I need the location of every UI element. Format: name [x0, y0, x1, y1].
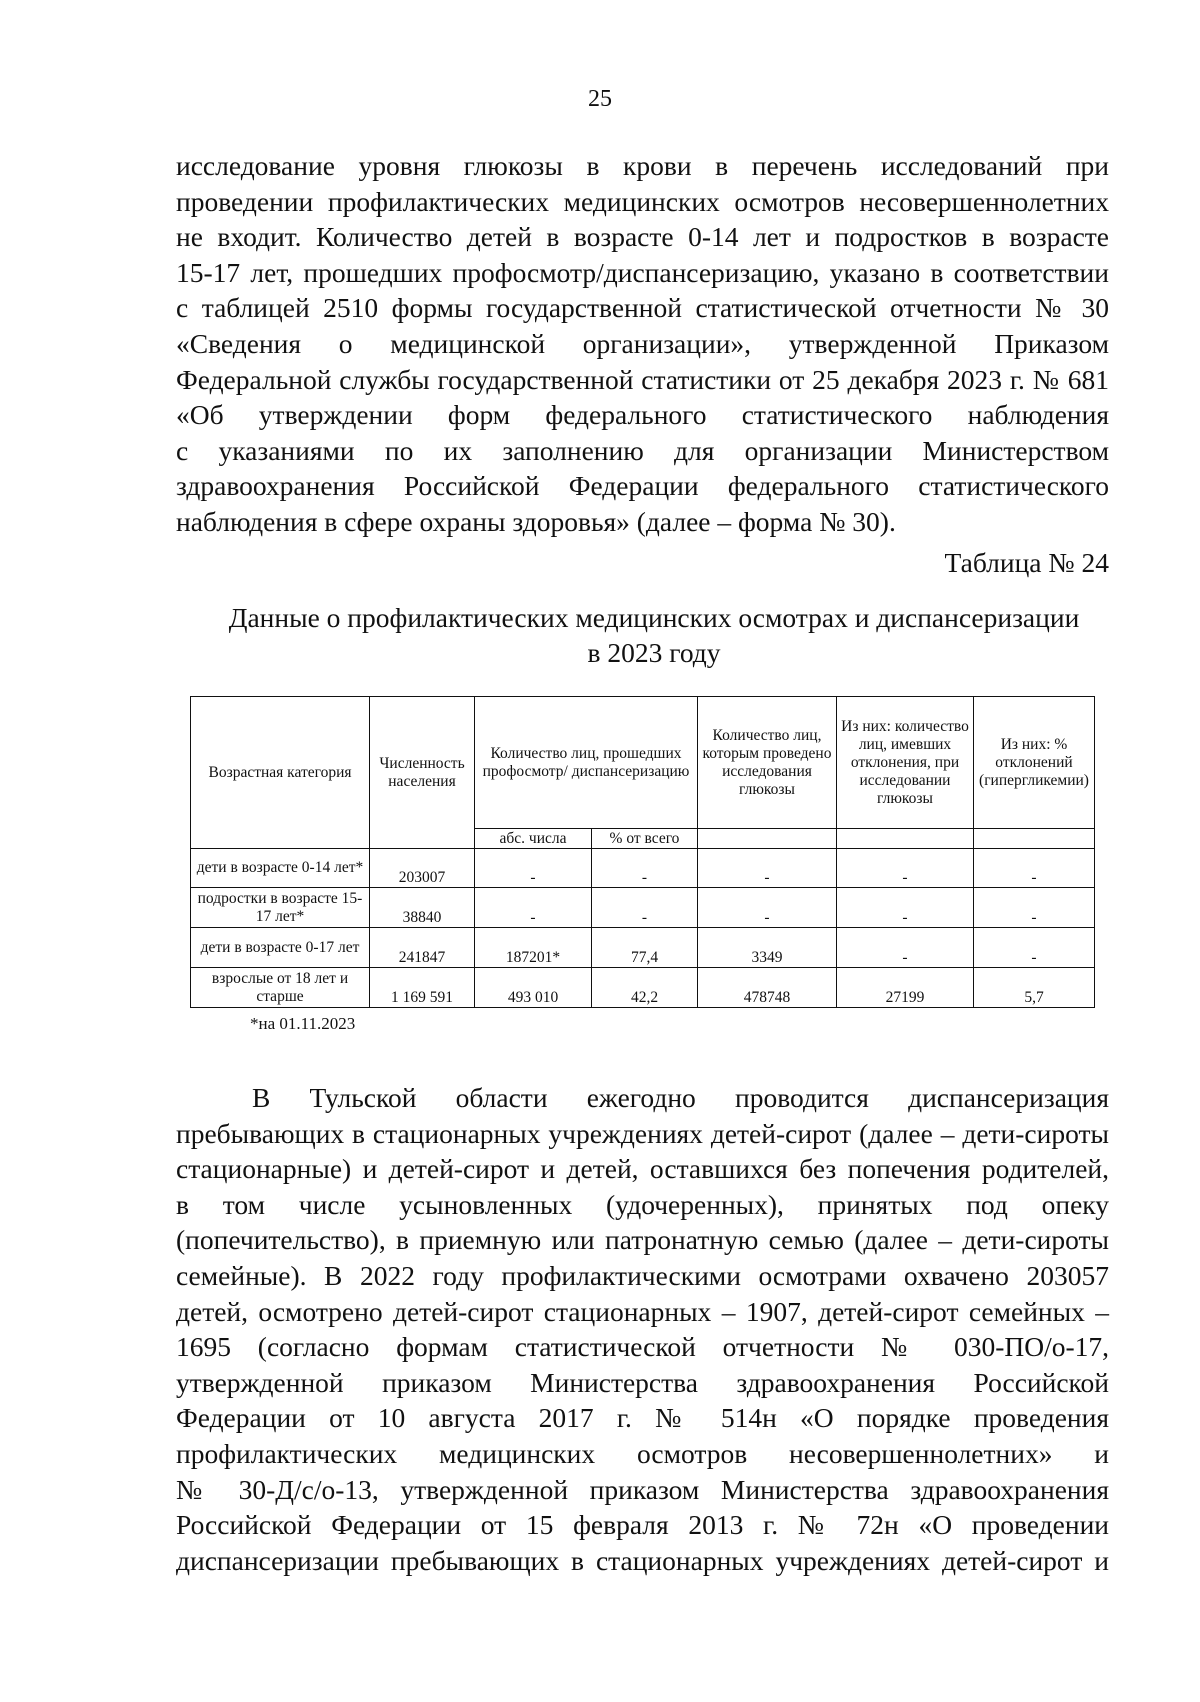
paragraph-line: (попечительство), в приемную или патронатную семью (далее – дети-сироты: [176, 1224, 1109, 1256]
cell-dev-count: 27199: [837, 968, 974, 1008]
header-deviations-count: Из них: количество лиц, имевших отклонения, при исследовании глюкозы: [837, 697, 974, 829]
cell-dev-pct: -: [974, 928, 1095, 968]
cell-abs: 493 010: [475, 968, 592, 1008]
header-age-category: Возрастная категория: [191, 697, 370, 849]
paragraph-2: [176, 1080, 1109, 1578]
cell-category: дети в возрасте 0-17 лет: [191, 928, 370, 968]
paragraph-1: [176, 148, 1109, 540]
footnote: *на 01.11.2023: [250, 1014, 356, 1033]
cell-pct: 42,2: [592, 968, 698, 1008]
cell-pct: -: [592, 849, 698, 888]
table-caption-line: в 2023 году: [587, 637, 721, 668]
table-number: Таблица № 24: [944, 547, 1109, 578]
table-caption: [0, 600, 1200, 670]
header-blank: [837, 829, 974, 849]
paragraph-line: с указаниями по их заполнению для организации Министерством: [176, 434, 1109, 466]
paragraph-line: семейные). В 2022 году профилактическими осмотрами охвачено 203057: [176, 1259, 1109, 1291]
cell-glucose: -: [698, 849, 837, 888]
cell-dev-count: -: [837, 849, 974, 888]
paragraph-line: здравоохранения Российской Федерации федерального статистического: [176, 470, 1109, 502]
header-deviations-pct: Из них: % отклонений (гипергликемии): [974, 697, 1095, 829]
table-row: [191, 888, 1095, 928]
table-row: [191, 968, 1095, 1008]
paragraph-line: «Сведения о медицинской организации», утвержденной Приказом: [176, 327, 1109, 359]
cell-population: 241847: [370, 928, 475, 968]
paragraph-line: профилактических медицинских осмотров несовершеннолетних» и: [176, 1437, 1109, 1469]
paragraph-line: проведении профилактических медицинских осмотров несовершеннолетних: [176, 185, 1109, 217]
cell-pct: -: [592, 888, 698, 928]
paragraph-line: исследование уровня глюкозы в крови в перечень исследований при: [176, 150, 1109, 181]
cell-abs: -: [475, 888, 592, 928]
table-caption-line: Данные о профилактических медицинских осмотрах и диспансеризации: [228, 602, 1080, 633]
cell-pct: 77,4: [592, 928, 698, 968]
cell-glucose: 3349: [698, 928, 837, 968]
cell-population: 38840: [370, 888, 475, 928]
header-examined-pct: % от всего: [592, 829, 698, 849]
paragraph-line: «Об утверждении форм федерального статистического наблюдения: [176, 399, 1109, 431]
cell-dev-count: -: [837, 928, 974, 968]
paragraph-line: в том числе усыновленных (удочеренных), принятых под опеку: [176, 1188, 1109, 1220]
paragraph-line: Федеральной службы государственной статистики от 25 декабря 2023 г. № 681: [176, 363, 1109, 395]
cell-abs: 187201*: [475, 928, 592, 968]
cell-abs: -: [475, 849, 592, 888]
paragraph-line: стационарные) и детей-сирот и детей, оставшихся без попечения родителей,: [176, 1153, 1109, 1185]
header-examined-abs: абс. числа: [475, 829, 592, 849]
header-glucose-tested: Количество лиц, которым проведено исследования глюкозы: [698, 697, 837, 829]
paragraph-line: не входит. Количество детей в возрасте 0-14 лет и подростков в возрасте: [176, 221, 1109, 253]
header-examined: Количество лиц, прошедших профосмотр/ диспансеризацию: [475, 697, 698, 829]
cell-category: дети в возрасте 0-14 лет*: [191, 849, 370, 888]
paragraph-line: Федерации от 10 августа 2017 г. № 514н «О порядке проведения: [176, 1402, 1109, 1434]
page-number: 25: [588, 86, 612, 112]
cell-population: 1 169 591: [370, 968, 475, 1008]
header-population: Численность населения: [370, 697, 475, 849]
paragraph-line: детей, осмотрено детей-сирот стационарных – 1907, детей-сирот семейных –: [176, 1295, 1109, 1327]
paragraph-line: 1695 (согласно формам статистической отчетности № 030-ПО/о-17,: [176, 1331, 1109, 1363]
cell-category: подростки в возрасте 15-17 лет*: [191, 888, 370, 928]
table-row: [191, 849, 1095, 888]
data-table: [190, 696, 1095, 1008]
paragraph-line: № 30-Д/с/о-13, утвержденной приказом Министерства здравоохранения: [176, 1473, 1109, 1505]
paragraph-line: диспансеризации пребывающих в стационарных учреждениях детей-сирот и: [176, 1544, 1109, 1576]
header-blank: [974, 829, 1095, 849]
paragraph-line: пребывающих в стационарных учреждениях детей-сирот (далее – дети-сироты: [176, 1117, 1109, 1149]
paragraph-line: наблюдения в сфере охраны здоровья» (далее – форма № 30).: [176, 505, 896, 537]
header-blank: [698, 829, 837, 849]
cell-glucose: -: [698, 888, 837, 928]
cell-category: взрослые от 18 лет и старше: [191, 968, 370, 1008]
cell-population: 203007: [370, 849, 475, 888]
paragraph-line: утвержденной приказом Министерства здравоохранения Российской: [176, 1366, 1109, 1398]
cell-dev-pct: 5,7: [974, 968, 1095, 1008]
cell-dev-pct: -: [974, 888, 1095, 928]
cell-dev-count: -: [837, 888, 974, 928]
paragraph-line: с таблицей 2510 формы государственной статистической отчетности № 30: [176, 292, 1109, 324]
table-row: [191, 928, 1095, 968]
cell-dev-pct: -: [974, 849, 1095, 888]
paragraph-line: В Тульской области ежегодно проводится диспансеризация: [252, 1082, 1109, 1113]
paragraph-line: 15-17 лет, прошедших профосмотр/диспансеризацию, указано в соответствии: [176, 256, 1109, 288]
paragraph-line: Российской Федерации от 15 февраля 2013 г. № 72н «О проведении: [176, 1509, 1109, 1541]
cell-glucose: 478748: [698, 968, 837, 1008]
